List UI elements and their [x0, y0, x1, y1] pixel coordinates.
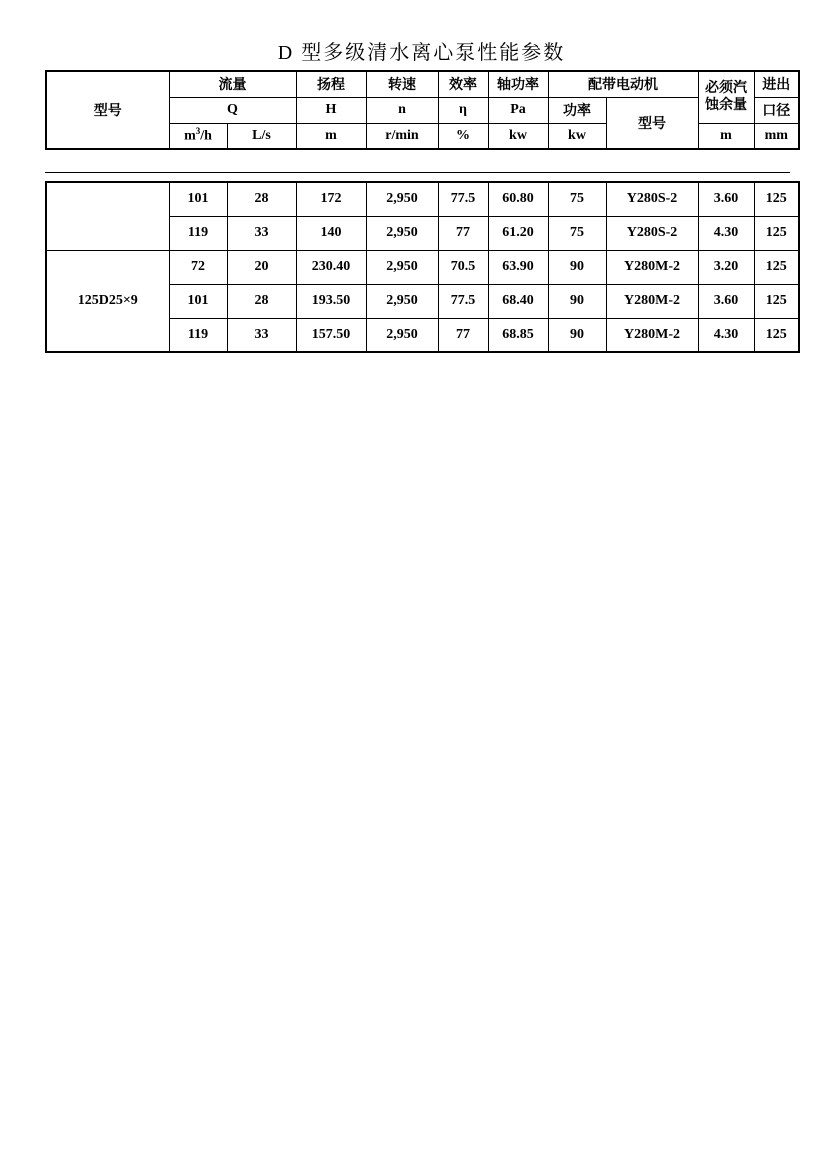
cell-port-diameter: 125	[754, 284, 799, 318]
cell-head: 230.40	[296, 250, 366, 284]
cell-head: 140	[296, 216, 366, 250]
page-title: D 型多级清水离心泵性能参数	[277, 42, 566, 64]
header-motor-model: 型号	[606, 97, 698, 149]
cell-motor-model: Y280M-2	[606, 250, 698, 284]
cell-motor-model: Y280M-2	[606, 318, 698, 352]
header-unit-efficiency: %	[438, 123, 488, 149]
table-continuation-line	[45, 172, 790, 173]
cell-motor-power: 90	[548, 318, 606, 352]
header-efficiency: 效率	[438, 71, 488, 97]
cell-shaft-power: 61.20	[488, 216, 548, 250]
cell-motor-power: 90	[548, 284, 606, 318]
header-efficiency-symbol: η	[438, 97, 488, 123]
cell-motor-power: 90	[548, 250, 606, 284]
cell-motor-power: 75	[548, 216, 606, 250]
cell-npsh: 3.60	[698, 182, 754, 216]
header-head-symbol: H	[296, 97, 366, 123]
cell-shaft-power: 68.85	[488, 318, 548, 352]
cell-port-diameter: 125	[754, 250, 799, 284]
cell-speed: 2,950	[366, 216, 438, 250]
cell-shaft-power: 60.80	[488, 182, 548, 216]
cell-head: 157.50	[296, 318, 366, 352]
cell-q-ls: 33	[227, 318, 296, 352]
header-unit-speed: r/min	[366, 123, 438, 149]
cell-q-m3h: 119	[169, 318, 227, 352]
header-unit-m3h	[169, 123, 227, 149]
cell-motor-model: Y280S-2	[606, 216, 698, 250]
cell-shaft-power: 63.90	[488, 250, 548, 284]
unit-m3h-sup: 3	[195, 126, 201, 137]
cell-motor-model: Y280M-2	[606, 284, 698, 318]
pump-data-row	[46, 182, 799, 216]
cell-head: 193.50	[296, 284, 366, 318]
header-model: 型号	[46, 71, 169, 149]
header-unit-head: m	[296, 123, 366, 149]
cell-head: 172	[296, 182, 366, 216]
pump-header-table	[45, 70, 800, 150]
header-port-line2: 口径	[754, 97, 799, 123]
unit-m3h-base: m	[184, 129, 196, 145]
header-unit-port: mm	[754, 123, 799, 149]
cell-q-ls: 28	[227, 182, 296, 216]
cell-pump-model-group-2: 125D25×9	[46, 250, 169, 352]
header-shaft-power-symbol: Pa	[488, 97, 548, 123]
cell-efficiency: 77	[438, 318, 488, 352]
header-speed: 转速	[366, 71, 438, 97]
header-speed-symbol: n	[366, 97, 438, 123]
cell-efficiency: 70.5	[438, 250, 488, 284]
cell-speed: 2,950	[366, 284, 438, 318]
cell-q-ls: 28	[227, 284, 296, 318]
header-port-line1: 进出	[754, 71, 799, 97]
cell-q-ls: 20	[227, 250, 296, 284]
cell-port-diameter: 125	[754, 216, 799, 250]
header-head: 扬程	[296, 71, 366, 97]
header-flow: 流量	[169, 71, 296, 97]
cell-q-m3h: 101	[169, 284, 227, 318]
cell-speed: 2,950	[366, 250, 438, 284]
header-row-1	[46, 71, 799, 97]
cell-q-m3h: 101	[169, 182, 227, 216]
header-flow-symbol: Q	[169, 97, 296, 123]
cell-efficiency: 77.5	[438, 284, 488, 318]
unit-m3h-tail: /h	[200, 129, 212, 145]
header-unit-shaft-power: kw	[488, 123, 548, 149]
cell-efficiency: 77	[438, 216, 488, 250]
cell-motor-power: 75	[548, 182, 606, 216]
header-npsh-line1: 必须汽	[705, 81, 747, 97]
cell-npsh: 4.30	[698, 318, 754, 352]
cell-efficiency: 77.5	[438, 182, 488, 216]
cell-pump-model-group-1	[46, 182, 169, 250]
header-npsh-line2: 蚀余量	[705, 98, 747, 114]
header-motor-group: 配带电动机	[548, 71, 698, 97]
header-unit-npsh: m	[698, 123, 754, 149]
cell-npsh: 4.30	[698, 216, 754, 250]
header-motor-power: 功率	[548, 97, 606, 123]
cell-speed: 2,950	[366, 318, 438, 352]
cell-q-ls: 33	[227, 216, 296, 250]
cell-npsh: 3.20	[698, 250, 754, 284]
cell-q-m3h: 119	[169, 216, 227, 250]
cell-q-m3h: 72	[169, 250, 227, 284]
cell-port-diameter: 125	[754, 318, 799, 352]
cell-motor-model: Y280S-2	[606, 182, 698, 216]
pump-data-row	[46, 250, 799, 284]
header-unit-ls: L/s	[227, 123, 296, 149]
header-shaft-power: 轴功率	[488, 71, 548, 97]
cell-speed: 2,950	[366, 182, 438, 216]
cell-shaft-power: 68.40	[488, 284, 548, 318]
cell-port-diameter: 125	[754, 182, 799, 216]
header-npsh	[698, 71, 754, 123]
pump-data-table	[45, 181, 800, 353]
cell-npsh: 3.60	[698, 284, 754, 318]
header-unit-motor-power: kw	[548, 123, 606, 149]
